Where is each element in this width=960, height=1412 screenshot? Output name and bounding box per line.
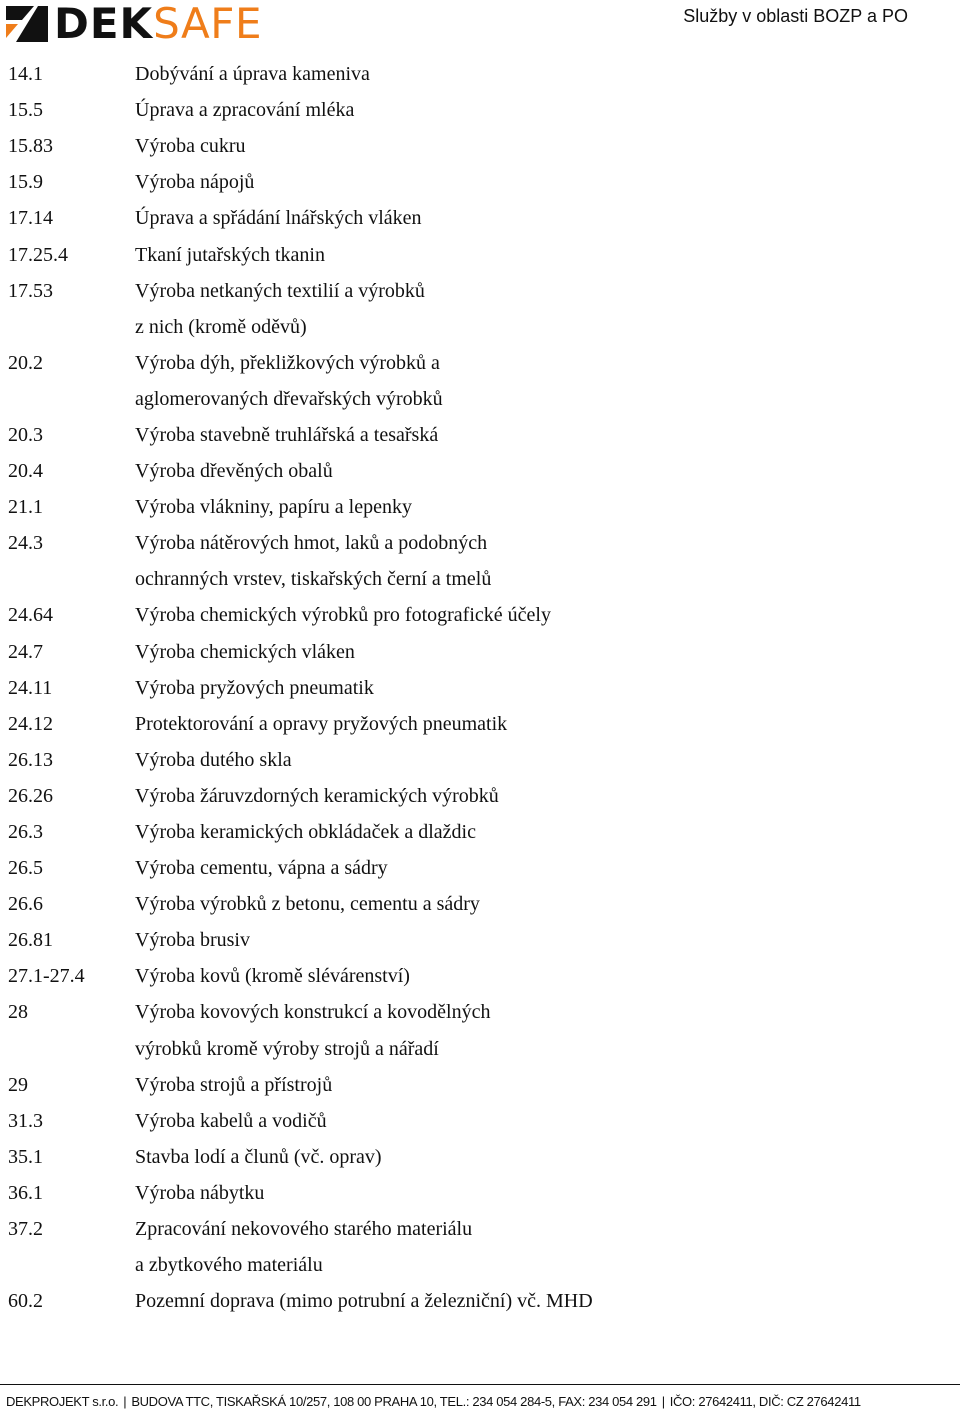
logo-dek-text: DEK — [54, 0, 154, 48]
activity-code: 17.53 — [8, 279, 53, 302]
list-item — [0, 525, 960, 561]
activity-code: 26.26 — [8, 784, 53, 807]
activity-description: Výroba dutého skla — [135, 748, 292, 771]
activity-description: Výroba kovů (kromě slévárenství) — [135, 965, 410, 988]
activity-code: 26.3 — [8, 821, 43, 844]
activity-code: 60.2 — [8, 1290, 43, 1313]
list-item — [0, 1175, 960, 1211]
activity-description: Výroba nápojů — [135, 171, 255, 194]
activity-code: 24.7 — [8, 640, 43, 663]
activity-code: 24.11 — [8, 676, 53, 699]
activity-description: Výroba strojů a přístrojů — [135, 1073, 333, 1096]
activity-description: výrobků kromě výroby strojů a nářadí — [135, 1037, 439, 1060]
activity-code: 24.12 — [8, 712, 53, 735]
activity-description: Výroba vlákniny, papíru a lepenky — [135, 496, 412, 519]
list-item — [0, 922, 960, 958]
activity-code: 14.1 — [8, 63, 43, 86]
list-item — [0, 345, 960, 381]
activity-description: Výroba kabelů a vodičů — [135, 1109, 327, 1132]
activity-code: 20.2 — [8, 351, 43, 374]
activity-code: 29 — [8, 1073, 28, 1096]
footer-address: BUDOVA TTC, TISKAŘSKÁ 10/257, 108 00 PRAHA 10, TEL.: 234 054 284-5, FAX: 234 054 291 — [131, 1394, 657, 1409]
activity-code: 20.3 — [8, 423, 43, 446]
activity-description: Stavba lodí a člunů (vč. oprav) — [135, 1145, 382, 1168]
activity-description: Zpracování nekovového starého materiálu — [135, 1218, 473, 1241]
logo-safe-text: SAFE — [153, 0, 262, 48]
page-header — [0, 0, 960, 56]
footer-ids: IČO: 27642411, DIČ: CZ 27642411 — [669, 1394, 861, 1409]
activity-code: 26.6 — [8, 893, 43, 916]
list-item — [0, 1247, 960, 1283]
activity-description: Výroba chemických výrobků pro fotografické účely — [135, 604, 551, 627]
list-item — [0, 273, 960, 309]
activity-code: 24.64 — [8, 604, 53, 627]
activity-description: Výroba nábytku — [135, 1181, 265, 1204]
activity-code: 21.1 — [8, 496, 43, 519]
list-item — [0, 128, 960, 164]
list-item — [0, 1103, 960, 1139]
activity-description: Výroba stavebně truhlářská a tesařská — [135, 423, 439, 446]
activity-code: 15.83 — [8, 135, 53, 158]
activity-code: 28 — [8, 1001, 28, 1024]
dekssafe-logo — [4, 2, 262, 46]
list-item — [0, 1139, 960, 1175]
activity-description: ochranných vrstev, tiskařských černí a tmelů — [135, 568, 492, 591]
list-item — [0, 381, 960, 417]
list-item — [0, 994, 960, 1030]
list-item — [0, 742, 960, 778]
footer-separator: | — [661, 1394, 665, 1409]
activity-description: Výroba pryžových pneumatik — [135, 676, 374, 699]
activity-code: 15.9 — [8, 171, 43, 194]
activity-description: Výroba netkaných textilií a výrobků — [135, 279, 425, 302]
activity-code: 26.81 — [8, 929, 53, 952]
list-item — [0, 1031, 960, 1067]
activity-code: 37.2 — [8, 1218, 43, 1241]
list-item — [0, 92, 960, 128]
activity-description: Výroba chemických vláken — [135, 640, 355, 663]
activity-description: Pozemní doprava (mimo potrubní a železniční) vč. MHD — [135, 1290, 593, 1313]
activity-description: Výroba brusiv — [135, 929, 250, 952]
activity-description: aglomerovaných dřevařských výrobků — [135, 387, 443, 410]
activity-code: 17.25.4 — [8, 243, 68, 266]
header-tagline: Služby v oblasti BOZP a PO — [683, 6, 908, 26]
activity-code: 35.1 — [8, 1145, 43, 1168]
activity-description: Výroba dřevěných obalů — [135, 460, 333, 483]
activity-code: 26.5 — [8, 857, 43, 880]
list-item — [0, 164, 960, 200]
activity-description: Protektorování a opravy pryžových pneumatik — [135, 712, 508, 735]
activity-description: Výroba výrobků z betonu, cementu a sádry — [135, 893, 480, 916]
activity-code-list — [0, 56, 960, 1319]
activity-description: Výroba žáruvzdorných keramických výrobků — [135, 784, 499, 807]
list-item — [0, 814, 960, 850]
list-item — [0, 309, 960, 345]
list-item — [0, 1283, 960, 1319]
list-item — [0, 958, 960, 994]
footer-company: DEKPROJEKT s.r.o. — [6, 1394, 119, 1409]
activity-description: z nich (kromě oděvů) — [135, 315, 307, 338]
list-item — [0, 886, 960, 922]
list-item — [0, 1067, 960, 1103]
list-item — [0, 236, 960, 272]
footer-divider — [0, 1384, 960, 1385]
list-item — [0, 561, 960, 597]
list-item — [0, 850, 960, 886]
list-item — [0, 453, 960, 489]
activity-description: Výroba nátěrových hmot, laků a podobných — [135, 532, 488, 555]
activity-code: 36.1 — [8, 1181, 43, 1204]
footer-separator: | — [123, 1394, 127, 1409]
list-item — [0, 670, 960, 706]
activity-description: Výroba keramických obkládaček a dlaždic — [135, 821, 476, 844]
activity-description: Tkaní jutařských tkanin — [135, 243, 325, 266]
logo-mark-icon — [4, 4, 50, 44]
activity-description: Dobývání a úprava kameniva — [135, 63, 370, 86]
list-item — [0, 706, 960, 742]
list-item — [0, 417, 960, 453]
activity-code: 26.13 — [8, 748, 53, 771]
list-item — [0, 56, 960, 92]
list-item — [0, 634, 960, 670]
list-item — [0, 778, 960, 814]
list-item — [0, 489, 960, 525]
activity-description: Výroba kovových konstrukcí a kovodělných — [135, 1001, 491, 1024]
list-item — [0, 200, 960, 236]
activity-code: 24.3 — [8, 532, 43, 555]
activity-description: Výroba cementu, vápna a sádry — [135, 857, 388, 880]
page-footer — [6, 1394, 861, 1409]
activity-code: 20.4 — [8, 460, 43, 483]
activity-code: 17.14 — [8, 207, 53, 230]
activity-description: Výroba cukru — [135, 135, 246, 158]
activity-description: Úprava a zpracování mléka — [135, 99, 355, 122]
activity-code: 27.1-27.4 — [8, 965, 85, 988]
activity-code: 15.5 — [8, 99, 43, 122]
activity-description: Výroba dýh, překližkových výrobků a — [135, 351, 440, 374]
list-item — [0, 597, 960, 633]
activity-description: a zbytkového materiálu — [135, 1254, 323, 1277]
list-item — [0, 1211, 960, 1247]
activity-description: Úprava a spřádání lnářských vláken — [135, 207, 422, 230]
activity-code: 31.3 — [8, 1109, 43, 1132]
